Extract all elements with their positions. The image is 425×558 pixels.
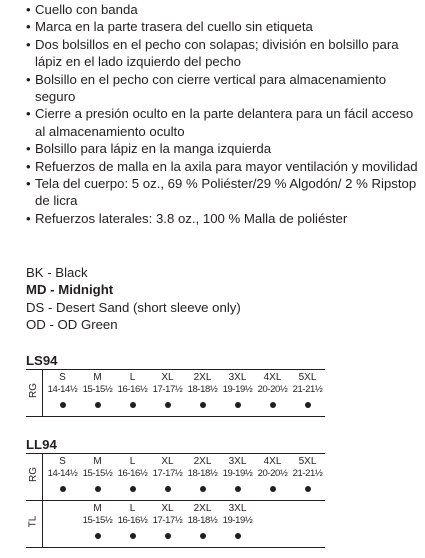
color-option: DS - Desert Sand (short sleeve only) bbox=[26, 299, 241, 315]
neck-range: 19-19½ bbox=[222, 515, 253, 526]
fit-label-text: RG bbox=[28, 467, 39, 482]
size-label: 5XL bbox=[298, 456, 317, 467]
availability-dot-icon bbox=[165, 402, 171, 408]
feature-item bbox=[26, 1, 421, 18]
size-label: L bbox=[129, 456, 136, 467]
table-divider bbox=[26, 416, 325, 417]
size-table bbox=[26, 453, 325, 547]
size-label: M bbox=[93, 456, 102, 467]
feature-item bbox=[26, 36, 421, 71]
availability-dot-icon bbox=[60, 402, 66, 408]
bullet-icon: • bbox=[26, 158, 31, 174]
feature-text: Refuerzos de malla en la axila para mayor ventilación y movilidad bbox=[35, 158, 418, 174]
availability-dot-icon bbox=[235, 402, 241, 408]
feature-text: Cierre a presión oculto en la parte delantera para un fácil acceso al almacenamiento oculto bbox=[35, 106, 414, 139]
availability-dot-icon bbox=[270, 486, 276, 492]
size-table bbox=[26, 369, 325, 416]
table-divider bbox=[26, 369, 325, 370]
neck-range: 14-14½ bbox=[47, 384, 78, 395]
neck-range: 21-21½ bbox=[292, 468, 323, 479]
neck-range: 18-18½ bbox=[187, 384, 218, 395]
availability-dot-icon bbox=[95, 533, 101, 539]
availability-dot-icon bbox=[60, 486, 66, 492]
fit-label bbox=[26, 516, 40, 532]
table-divider bbox=[42, 369, 43, 416]
feature-text: Cuello con banda bbox=[35, 2, 138, 17]
bullet-icon: • bbox=[26, 71, 31, 87]
color-list bbox=[26, 264, 241, 334]
size-label: 2XL bbox=[193, 503, 212, 514]
availability-dot-icon bbox=[305, 402, 311, 408]
availability-dot-icon bbox=[270, 402, 276, 408]
size-label: 2XL bbox=[193, 372, 212, 383]
bullet-icon: • bbox=[26, 141, 31, 157]
availability-dot-icon bbox=[200, 402, 206, 408]
size-label: L bbox=[129, 372, 136, 383]
neck-range: 16-16½ bbox=[117, 515, 148, 526]
size-label: XL bbox=[161, 372, 174, 383]
bullet-icon: • bbox=[26, 2, 31, 17]
availability-dot-icon bbox=[235, 486, 241, 492]
neck-range: 16-16½ bbox=[117, 384, 148, 395]
fit-label-text: RG bbox=[28, 383, 39, 398]
availability-dot-icon bbox=[305, 486, 311, 492]
feature-item bbox=[26, 71, 421, 106]
feature-text: Refuerzos laterales: 3.8 oz., 100 % Malla de poliéster bbox=[35, 210, 348, 226]
bullet-icon: • bbox=[26, 19, 31, 35]
availability-dot-icon bbox=[165, 533, 171, 539]
fit-label bbox=[26, 385, 40, 401]
neck-range: 19-19½ bbox=[222, 384, 253, 395]
fit-label bbox=[26, 469, 40, 485]
neck-range: 17-17½ bbox=[152, 384, 183, 395]
size-label: M bbox=[93, 503, 102, 514]
neck-range: 17-17½ bbox=[152, 515, 183, 526]
size-label: L bbox=[129, 503, 136, 514]
size-label: M bbox=[93, 372, 102, 383]
neck-range: 19-19½ bbox=[222, 468, 253, 479]
table-divider bbox=[26, 547, 325, 548]
neck-range: 20-20½ bbox=[257, 384, 288, 395]
availability-dot-icon bbox=[235, 533, 241, 539]
feature-item bbox=[26, 105, 421, 140]
bullet-icon: • bbox=[26, 36, 31, 52]
size-label: XL bbox=[161, 456, 174, 467]
size-label: XL bbox=[161, 503, 174, 514]
feature-text: Bolsillo en el pecho con cierre vertical para almacenamiento seguro bbox=[35, 71, 387, 105]
color-option: BK - Black bbox=[26, 265, 88, 280]
neck-range: 15-15½ bbox=[82, 515, 113, 526]
color-option: OD - OD Green bbox=[26, 317, 118, 333]
availability-dot-icon bbox=[95, 486, 101, 492]
feature-item bbox=[26, 18, 421, 35]
feature-text: Marca en la parte trasera del cuello sin etiqueta bbox=[35, 19, 313, 35]
fit-label-text: TL bbox=[27, 515, 39, 528]
neck-range: 18-18½ bbox=[187, 515, 218, 526]
color-option: MD - Midnight bbox=[26, 282, 114, 298]
feature-item bbox=[26, 210, 421, 227]
neck-range: 15-15½ bbox=[82, 468, 113, 479]
table-divider bbox=[42, 453, 43, 547]
size-table-title: LL94 bbox=[26, 437, 57, 452]
neck-range: 20-20½ bbox=[257, 468, 288, 479]
neck-range: 18-18½ bbox=[187, 468, 218, 479]
size-label: S bbox=[59, 456, 66, 467]
availability-dot-icon bbox=[130, 533, 136, 539]
feature-item bbox=[26, 158, 421, 175]
size-label: 3XL bbox=[228, 372, 247, 383]
size-table-title: LS94 bbox=[26, 353, 58, 368]
feature-item bbox=[26, 175, 421, 210]
feature-list bbox=[26, 1, 421, 227]
size-label: S bbox=[59, 372, 66, 383]
bullet-icon: • bbox=[26, 106, 31, 122]
size-label: 4XL bbox=[263, 372, 282, 383]
size-label: 4XL bbox=[263, 456, 282, 467]
bullet-icon: • bbox=[26, 210, 31, 226]
table-divider bbox=[26, 500, 325, 501]
size-label: 3XL bbox=[228, 503, 247, 514]
feature-item bbox=[26, 140, 421, 157]
feature-text: Dos bolsillos en el pecho con solapas; división en bolsillo para lápiz en el lado izquierdo del pecho bbox=[35, 36, 399, 70]
feature-text: Tela del cuerpo: 5 oz., 69 % Poliéster/29 % Algodón/ 2 % Ripstop de licra bbox=[35, 176, 417, 209]
availability-dot-icon bbox=[95, 402, 101, 408]
size-label: 5XL bbox=[298, 372, 317, 383]
availability-dot-icon bbox=[130, 486, 136, 492]
neck-range: 14-14½ bbox=[47, 468, 78, 479]
neck-range: 17-17½ bbox=[152, 468, 183, 479]
neck-range: 16-16½ bbox=[117, 468, 148, 479]
neck-range: 15-15½ bbox=[82, 384, 113, 395]
bullet-icon: • bbox=[26, 176, 31, 192]
availability-dot-icon bbox=[200, 533, 206, 539]
availability-dot-icon bbox=[130, 402, 136, 408]
table-divider bbox=[26, 453, 325, 454]
size-label: 3XL bbox=[228, 456, 247, 467]
availability-dot-icon bbox=[165, 486, 171, 492]
size-label: 2XL bbox=[193, 456, 212, 467]
feature-text: Bolsillo para lápiz en la manga izquierda bbox=[35, 141, 272, 157]
neck-range: 21-21½ bbox=[292, 384, 323, 395]
availability-dot-icon bbox=[200, 486, 206, 492]
